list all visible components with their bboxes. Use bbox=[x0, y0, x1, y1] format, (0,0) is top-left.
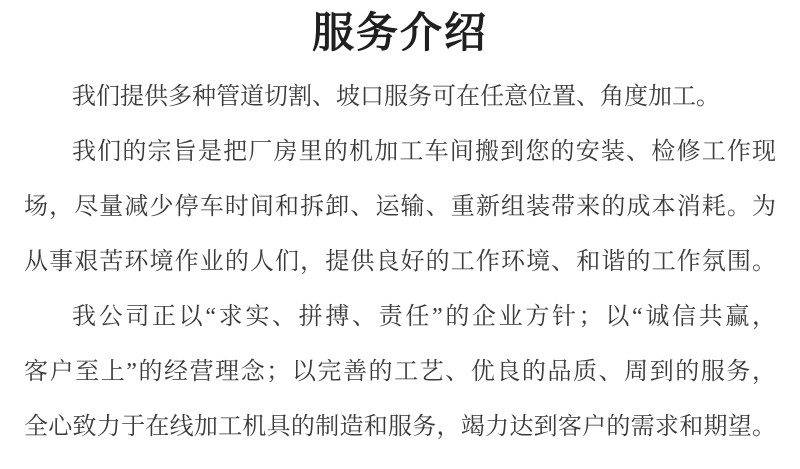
paragraph-policy bbox=[24, 290, 776, 455]
paragraph-line: 我们提供多种管道切割、坡口服务可在任意位置、角度加工。 bbox=[72, 84, 720, 110]
paragraph-line: 客户至上”的经营理念；以完善的工艺、优良的品质、周到的服务， bbox=[24, 359, 776, 385]
paragraph-line: 从事艰苦环境作业的人们，提供良好的工作环境、和谐的工作氛围。 bbox=[24, 249, 776, 275]
paragraph-line: 我公司正以“求实、拼搏、责任”的企业方针；以“诚信共赢， bbox=[72, 304, 776, 330]
page-title: 服务介绍 bbox=[311, 11, 488, 57]
paragraph-line: 场，尽量减少停车时间和拆卸、运输、重新组装带来的成本消耗。为 bbox=[24, 194, 776, 220]
document-body bbox=[24, 70, 776, 455]
paragraph-line: 我们的宗旨是把厂房里的机加工车间搬到您的安装、检修工作现 bbox=[72, 139, 776, 165]
paragraph-purpose bbox=[24, 125, 776, 290]
paragraph-line: 全心致力于在线加工机具的制造和服务，竭力达到客户的需求和期望。 bbox=[24, 414, 776, 440]
paragraph-services bbox=[24, 70, 776, 125]
